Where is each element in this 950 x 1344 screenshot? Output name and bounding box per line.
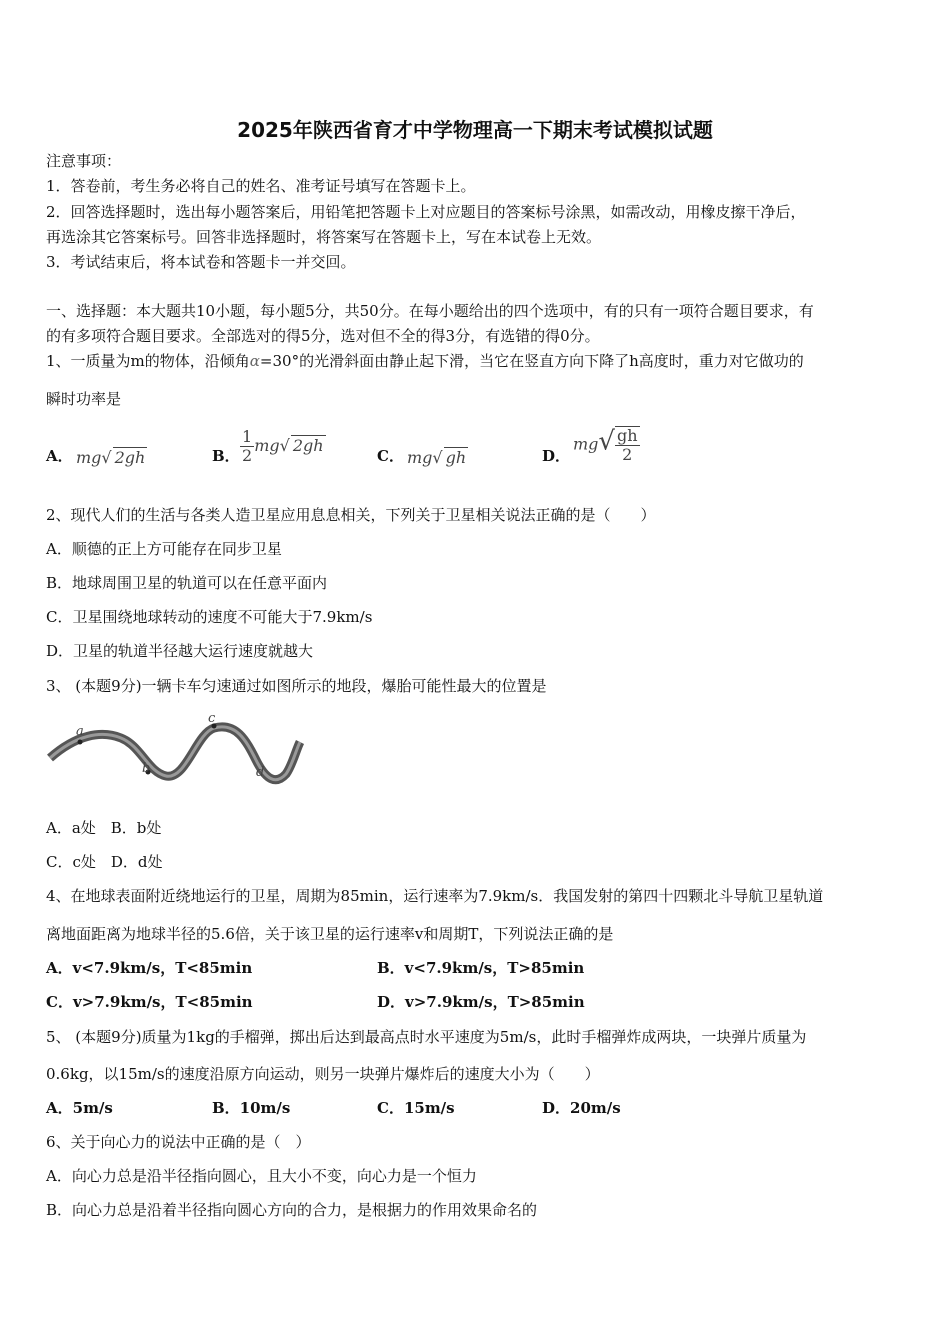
q4-stem: 离地面距离为地球半径的5.6倍，关于该卫星的运行速率v和周期T，下列说法正确的是 (46, 925, 614, 943)
point-a-marker (78, 740, 83, 745)
q2-option: A．顺德的正上方可能存在同步卫星 (46, 540, 282, 558)
q1-option-c-formula: mg√ gh (407, 448, 467, 467)
q2-option: D．卫星的轨道半径越大运行速度就越大 (46, 642, 314, 660)
q4-option: A．v<7.9km/s，T<85min (46, 959, 253, 977)
section-intro: 的有多项符合题目要求。全部选对的得5分，选对但不全的得3分，有选错的得0分。 (46, 327, 600, 345)
notice-item: 2．回答选择题时，选出每小题答案后，用铅笔把答题卡上对应题目的答案标号涂黑，如需改动，用橡皮擦干净后， (46, 203, 806, 221)
q1-stem-part: 1、一质量为m的物体，沿倾角 (46, 352, 250, 370)
point-b-label: b (142, 761, 151, 776)
q5-stem: 5、 (本题9分)质量为1kg的手榴弹，掷出后达到最高点时水平速度为5m/s，此时手榴弹炸成两块，一块弹片质量为 (46, 1028, 807, 1046)
q3-options: A．a处 B．b处 (46, 819, 162, 837)
notice-item: 再选涂其它答案标号。回答非选择题时，将答案写在答题卡上，写在本试卷上无效。 (46, 228, 602, 246)
point-d-label: d (256, 765, 265, 780)
q1-option-a-label: A． (46, 447, 73, 465)
q2-stem: 2、现代人们的生活与各类人造卫星应用息息相关，下列关于卫星相关说法正确的是（ ） (46, 506, 656, 524)
section-intro: 一、选择题：本大题共10小题，每小题5分，共50分。在每小题给出的四个选项中，有的只有一项符合题目要求，有 (46, 302, 814, 320)
q1-stem-line2: 瞬时功率是 (46, 390, 122, 408)
q1-stem (46, 351, 804, 371)
q3-stem: 3、 (本题9分)一辆卡车匀速通过如图所示的地段，爆胎可能性最大的位置是 (46, 677, 547, 695)
q1-option-b-label: B． (212, 447, 240, 465)
q1-option-b-formula: $\frac{1}{2}$ mg√ 2gh (242, 427, 324, 465)
q4-option: B．v<7.9km/s，T>85min (377, 959, 585, 977)
notice-item: 3．考试结束后，将本试卷和答题卡一并交回。 (46, 253, 356, 271)
q5-option: A．5m/s (46, 1099, 113, 1117)
point-c-label: c (208, 711, 216, 726)
q1-stem-part: =30°的光滑斜面由静止起下滑，当它在竖直方向下降了h高度时，重力对它做功的 (259, 352, 804, 370)
notice-item: 1．答卷前，考生务必将自己的姓名、准考证号填写在答题卡上。 (46, 177, 476, 195)
q1-option-a-formula: mg√ 2gh (76, 448, 146, 467)
q1-option-d-formula: mg√ $\frac{gh}{2}$ (573, 426, 638, 464)
q6-stem: 6、关于向心力的说法中正确的是（ ） (46, 1133, 311, 1151)
q3-options: C．c处 D．d处 (46, 853, 163, 871)
alpha-symbol: α (249, 352, 260, 370)
notice-heading: 注意事项： (46, 152, 122, 170)
q5-stem: 0.6kg，以15m/s的速度沿原方向运动，则另一块弹片爆炸后的速度大小为（ ） (46, 1065, 600, 1083)
point-a-label: a (76, 724, 84, 739)
q6-option: B．向心力总是沿着半径指向圆心方向的合力，是根据力的作用效果命名的 (46, 1201, 538, 1219)
q4-option: C．v>7.9km/s，T<85min (46, 993, 253, 1011)
q1-option-c-label: C． (377, 447, 404, 465)
q5-option: D．20m/s (542, 1099, 621, 1117)
road-figure (46, 710, 306, 795)
q6-option: A．向心力总是沿半径指向圆心，且大小不变，向心力是一个恒力 (46, 1167, 477, 1185)
q5-option: B．10m/s (212, 1099, 291, 1117)
q2-option: C．卫星围绕地球转动的速度不可能大于7.9km/s (46, 608, 373, 626)
q4-stem: 4、在地球表面附近绕地运行的卫星，周期为85min，运行速率为7.9km/s．我国发射的第四十四颗北斗导航卫星轨道 (46, 887, 824, 905)
q4-option: D．v>7.9km/s，T>85min (377, 993, 585, 1011)
q5-option: C．15m/s (377, 1099, 455, 1117)
q1-option-d-label: D． (542, 447, 571, 465)
q2-option: B．地球周围卫星的轨道可以在任意平面内 (46, 574, 328, 592)
page-title: 2025年陕西省育才中学物理高一下期末考试模拟试题 (237, 118, 713, 142)
